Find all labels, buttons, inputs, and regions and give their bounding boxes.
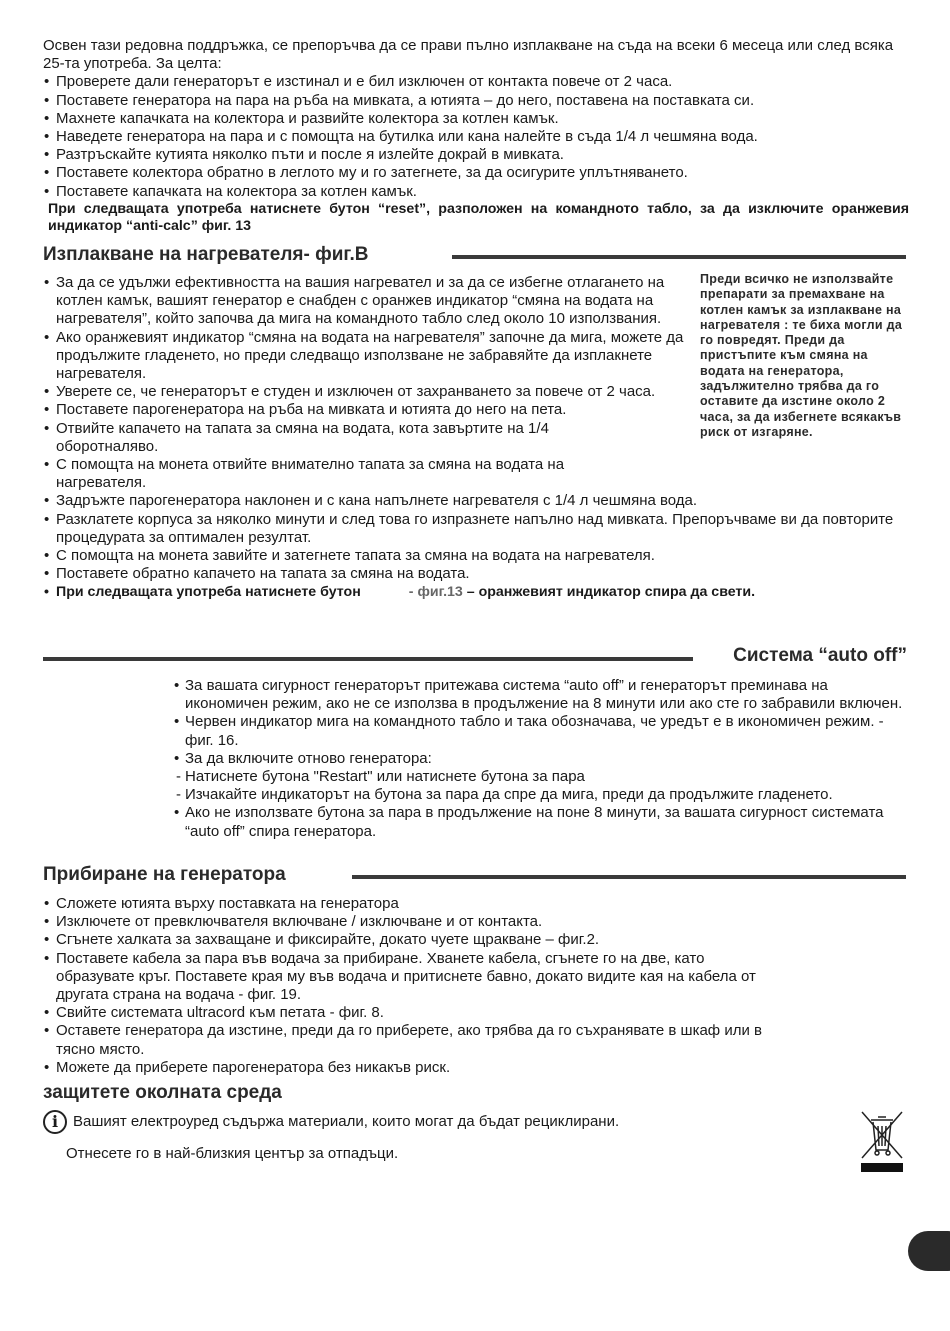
list-item: • Сгънете халката за захващане и фиксирайте, докато чуете щракване – фиг.2. bbox=[43, 931, 783, 949]
list-item: • За да се удължи ефективността на вашия нагревател и за да се избегне отлагането на котлен камък, вашият генератор е снабден с оранжев индикатор “смяна на водата на нагревателя”, който започва да мига на командното табло след около 10 използвания. bbox=[43, 274, 696, 329]
environment-text-2: Отнесете го в най-близкия център за отпадъци. bbox=[66, 1145, 399, 1162]
reset-instruction: При следващата употреба натиснете бутон “reset”, разположен на командното табло, за да изключите оранжевия индикатор “anti-calc” фиг. 13 bbox=[48, 200, 909, 234]
list-item: • Оставете генератора да изстине, преди да го приберете, ако трябва да го съхранявате в шкаф или в тясно място. bbox=[43, 1022, 783, 1058]
list-item: • Ако не използвате бутона за пара в продължение на поне 8 минути, за вашата сигурност системата “auto off” спира генератора. bbox=[173, 804, 908, 840]
section-title-environment: защитете околната среда bbox=[43, 1082, 282, 1103]
list-item: • Поставете кабела за пара във водача за прибиране. Хванете кабела, сгънете го на две, като образувате кръг. Поставете края му във водача и притиснете бавно, докато видите кая на кабела от другата страна на водача - фиг. 19. bbox=[43, 950, 783, 1005]
list-item: • С помощта на монета отвийте внимателно тапата за смяна на водата на нагревателя. bbox=[43, 456, 646, 492]
page-tab bbox=[908, 1231, 950, 1271]
intro-section bbox=[43, 37, 909, 235]
list-item: • Можете да приберете парогенератора без никакъв риск. bbox=[43, 1059, 783, 1077]
list-item: • Сложете ютията върху поставката на генератора bbox=[43, 895, 783, 913]
section-title-auto-off: Система “auto off” bbox=[733, 645, 907, 666]
list-item-final bbox=[43, 583, 906, 601]
list-item: • Проверете дали генераторът е изстинал и е бил изключен от контакта повече от 2 часа. bbox=[43, 73, 909, 91]
figure-ref: - фиг.13 bbox=[408, 584, 463, 601]
list-item: • Наведете генератора на пара и с помощта на бутилка или кана налейте в съда 1/4 л чешмяна вода. bbox=[43, 128, 909, 146]
environment-line-1 bbox=[43, 1110, 619, 1134]
storage-section bbox=[43, 895, 783, 1077]
environment-text-1: Вашият електроуред съдържа материали, които могат да бъдат рециклирани. bbox=[73, 1113, 620, 1130]
list-item: • Уверете се, че генераторът е студен и изключен от захранването за повече от 2 часа. bbox=[43, 383, 696, 401]
section-rule bbox=[43, 657, 693, 661]
list-item: • Изключете от превключвателя включване / изключване и от контакта. bbox=[43, 913, 783, 931]
list-item: - Изчакайте индикаторът на бутона за пара да спре да мига, преди да продължите гладенето. bbox=[173, 786, 908, 804]
list-item: • Поставете парогенератора на ръба на мивката и ютията до него на пета. bbox=[43, 401, 696, 419]
final-instruction-text: При следващата употреба натиснете бутон bbox=[56, 584, 361, 601]
list-item: • Разклатете корпуса за няколко минути и след това го изпразнете напълно над мивката. Препоръчваме ви да повторите процедурата за оптимален резултат. bbox=[43, 511, 906, 547]
intro-paragraph: Освен тази редовна поддръжка, се препоръчва да се прави пълно изплакване на съда на всеки 6 месеца или след всяка 25-та употреба. За целта: bbox=[43, 37, 894, 73]
list-item: - Натиснете бутона "Restart" или натиснете бутона за пара bbox=[173, 768, 908, 786]
list-item: • Червен индикатор мига на командното табло и така обозначава, че уредът е в икономичен режим. - фиг. 16. bbox=[173, 713, 908, 749]
list-item: • Махнете капачката на колектора и развийте колектора за котлен камък. bbox=[43, 110, 909, 128]
list-item: • Разтръскайте кутията няколко пъти и после я излейте докрай в мивката. bbox=[43, 146, 909, 164]
list-item: • Поставете колектора обратно в леглото му и го затегнете, за да осигурите уплътняването. bbox=[43, 164, 909, 182]
storage-list bbox=[43, 895, 783, 1077]
info-icon: i bbox=[43, 1110, 67, 1134]
auto-off-list-end bbox=[173, 804, 908, 840]
list-item: • Поставете обратно капачето на тапата за смяна на водата. bbox=[43, 565, 906, 583]
list-item: • Поставете капачката на колектора за котлен камък. bbox=[43, 183, 909, 201]
auto-off-list bbox=[173, 677, 908, 768]
crossed-bin-icon bbox=[858, 1108, 906, 1174]
warning-note: Преди всичко не използвайте препарати за премахване на котлен камък за изплакване на нагревателя : те биха могли да го повредят. Преди да пристъпите към смяна на водата на генератора, задължително трябва да го оставите да изстине около 2 часа, за да избегнете всякакъв риск от изгаряне. bbox=[700, 272, 903, 439]
section-rule bbox=[452, 255, 906, 259]
section-rule bbox=[352, 875, 906, 879]
list-item: • С помощта на монета завийте и затегнете тапата за смяна на водата на нагревателя. bbox=[43, 547, 906, 565]
section-title-storage: Прибиране на генератора bbox=[43, 864, 286, 885]
auto-off-section bbox=[173, 677, 908, 841]
list-item: • За да включите отново генератора: bbox=[173, 750, 908, 768]
final-instruction-end: – оранжевият индикатор спира да свети. bbox=[462, 584, 756, 601]
list-item: • Свийте системата ultracord към петата - фиг. 8. bbox=[43, 1004, 783, 1022]
list-item: • За вашата сигурност генераторът притежава система “auto off” и генераторът преминава на икономичен режим, ако не се използва в продължение на 8 минути или ако сте го забравили включен. bbox=[173, 677, 908, 713]
list-item: • Отвийте капачето на тапата за смяна на водата, кота завъртите на 1/4 оборотналяво. bbox=[43, 420, 616, 456]
auto-off-dash-list bbox=[173, 768, 908, 804]
intro-list bbox=[43, 73, 909, 200]
list-item: • Ако оранжевият индикатор “смяна на водата на нагревателя” започне да мига, можете да продължите гладенето, но преди следващо използване не забравяйте да изплакнете нагревателя. bbox=[43, 329, 696, 384]
list-item: • Поставете генератора на пара на ръба на мивката, а ютията – до него, поставена на поставката си. bbox=[43, 92, 909, 110]
list-item: • Задръжте парогенератора наклонен и с кана напълнете нагревателя с 1/4 л чешмяна вода. bbox=[43, 492, 906, 510]
section-title-heater: Изплакване на нагревателя- фиг.B bbox=[43, 244, 369, 265]
